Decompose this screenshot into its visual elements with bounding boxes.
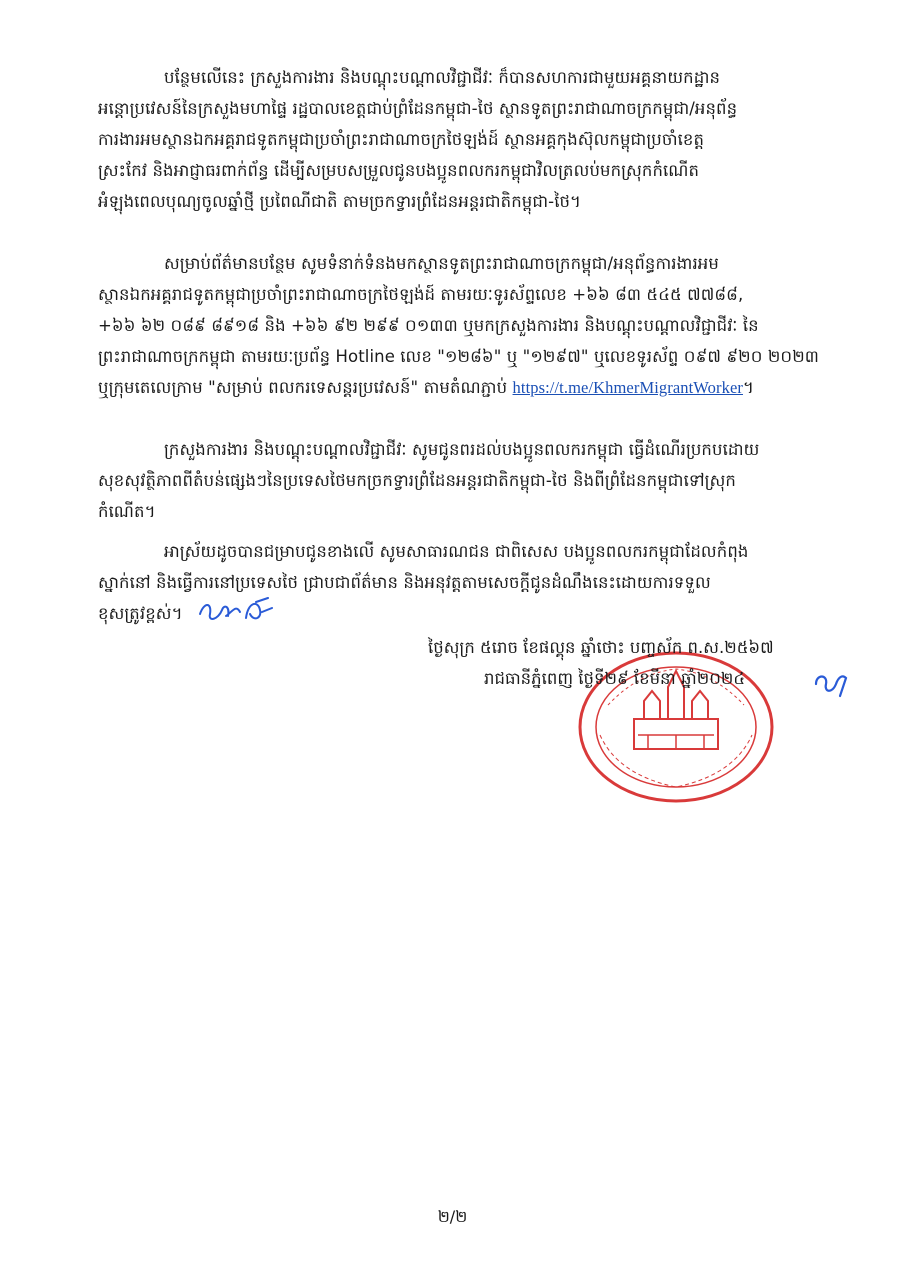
paragraph-line: សម្រាប់ព័ត៌មានបន្ថែម សូមទំនាក់ទំនងមកស្ថានទូតព្រះរាជាណាចក្រកម្ពុជា/អនុព័ន្ធការងារអម — [164, 254, 719, 273]
paragraph-wishes — [98, 434, 846, 527]
paragraph-line: អំឡុងពេលបុណ្យចូលឆ្នាំថ្មី ប្រពៃណីជាតិ តាមច្រកទ្វារព្រំដែនអន្តរជាតិកម្ពុជា-ថៃ។ — [98, 192, 582, 211]
paragraph-line: ខុសត្រូវខ្ពស់។ — [98, 604, 183, 623]
date-block — [428, 632, 858, 694]
paragraph-line: អាស្រ័យដូចបានជម្រាបជូនខាងលើ សូមសាធារណជន ជាពិសេស បងប្អូនពលករកម្ពុជាដែលកំពុង — [164, 542, 749, 561]
initials-signature — [196, 594, 276, 626]
sentence-end: ។ — [742, 378, 754, 397]
paragraph-line: បន្ថែមលើនេះ ក្រសួងការងារ និងបណ្ដុះបណ្ដាលវិជ្ជាជីវៈ ក៏បានសហការជាមួយអគ្គនាយកដ្ឋាន — [164, 68, 721, 87]
paragraph-line: កំណើត។ — [98, 502, 156, 521]
solar-date-place: រាជធានីភ្នំពេញ ថ្ងៃទី២៩ ខែមីនា ឆ្នាំ២០២៤ — [484, 669, 746, 688]
paragraph-line: ស្នាក់នៅ និងធ្វើការនៅប្រទេសថៃ ជ្រាបជាព័ត៌មាន និងអនុវត្តតាមសេចក្ដីជូនដំណឹងនេះដោយការទទួល — [98, 573, 711, 592]
telegram-group-text: ឬក្រុមតេលេក្រាម "សម្រាប់ ពលករទេសន្តរប្រវេសន៍" តាមតំណភ្ជាប់ — [98, 378, 508, 397]
paragraph-line: អន្តោប្រវេសន៍នៃក្រសួងមហាផ្ទៃ រដ្ឋបាលខេត្តជាប់ព្រំដែនកម្ពុជា-ថៃ ស្ថានទូតព្រះរាជាណាចក្រកម្ពុជា/អនុព័ន្ធ — [98, 99, 738, 118]
paragraph-cooperation — [98, 62, 846, 217]
paragraph-line: ព្រះរាជាណាចក្រកម្ពុជា តាមរយៈប្រព័ន្ធ Hotline លេខ "១២៨៦" ឬ "១២៩៧" ឬលេខទូរស័ព្ទ ០៩៧ ៩២០ ២០២៣ — [98, 347, 820, 366]
telegram-link[interactable]: https://t.me/KhmerMigrantWorker — [512, 378, 743, 397]
paragraph-line: សុខសុវត្ថិភាពពីតំបន់ផ្សេងៗនៃប្រទេសថៃមកច្រកទ្វារព្រំដែនអន្តរជាតិកម្ពុជា-ថៃ និងពីព្រំដែនកម្ពុជាទៅស្រុក — [98, 471, 736, 490]
paragraph-line: +៦៦ ៦២ ០៨៩ ៨៩១៨ និង +៦៦ ៩២ ២៩៩ ០១៣៣ ឬមកក្រសួងការងារ និងបណ្ដុះបណ្ដាលវិជ្ជាជីវៈ នៃ — [98, 316, 759, 335]
paragraph-line-with-link — [98, 372, 846, 403]
page-number: ២/២ — [437, 1207, 468, 1226]
paragraph-line: ក្រសួងការងារ និងបណ្ដុះបណ្ដាលវិជ្ជាជីវៈ សូមជូនពរដល់បងប្អូនពលករកម្ពុជា ធ្វើដំណើរប្រកបដោយ — [164, 440, 760, 459]
paragraph-line: ស្ថានឯកអគ្គរាជទូតកម្ពុជាប្រចាំព្រះរាជាណាចក្រថៃឡង់ដ៍ តាមរយៈទូរស័ព្ទលេខ +៦៦ ៨៣ ៥៤៥ ៧៧៨៨, — [98, 285, 744, 304]
paragraph-line: ស្រះកែវ និងអាជ្ញាធរពាក់ព័ន្ធ ដើម្បីសម្របសម្រួលជូនបងប្អូនពលករកម្ពុជាវិលត្រលប់មកស្រុកកំណើត — [98, 161, 700, 180]
date-signature-mark — [812, 666, 852, 700]
paragraph-contact-info — [98, 248, 846, 403]
paragraph-line: ការងារអមស្ថានឯកអគ្គរាជទូតកម្ពុជាប្រចាំព្រះរាជាណាចក្រថៃឡង់ដ៍ ស្ថានអគ្គកុងស៊ុលកម្ពុជាប្រចាំខេត្ត — [98, 130, 705, 149]
lunar-date: ថ្ងៃសុក្រ ៥រោច ខែផល្គុន ឆ្នាំថោះ បញ្ចស័ក ព.ស.២៥៦៧ — [428, 638, 774, 657]
